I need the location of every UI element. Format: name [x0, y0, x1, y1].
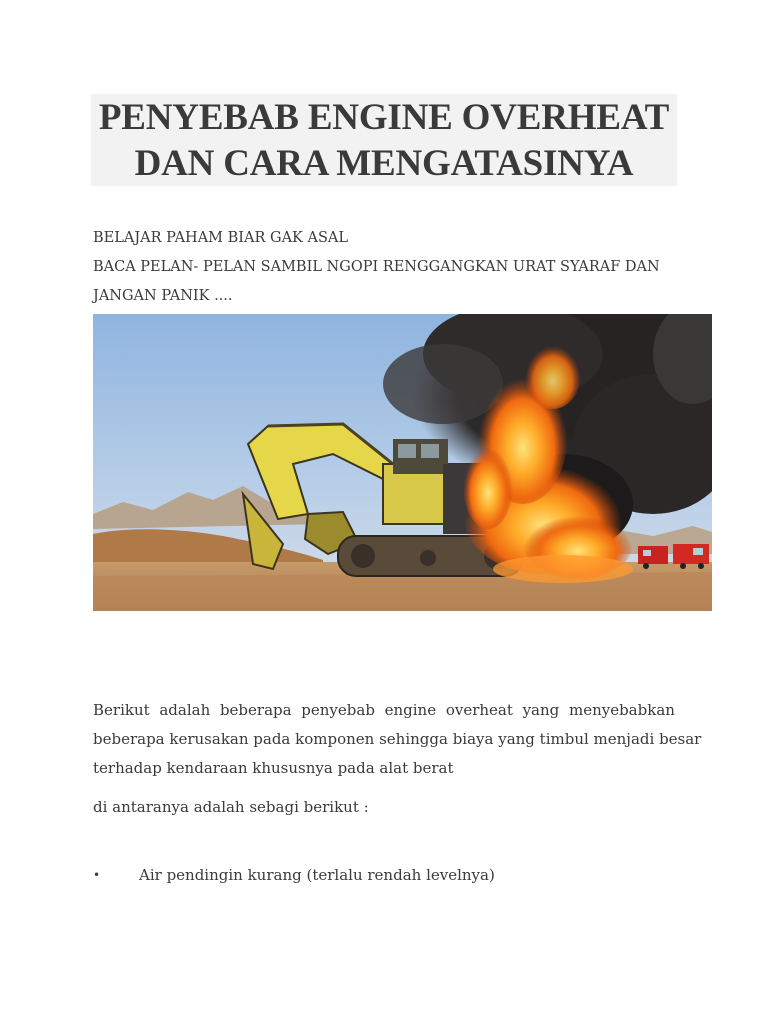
paragraph-line-1 — [93, 696, 675, 725]
intro-line-2: BACA PELAN- PELAN SAMBIL NGOPI RENGGANGKAN URAT SYARAF DAN — [93, 259, 660, 275]
intro-line-3: JANGAN PANIK .... — [93, 288, 233, 304]
word: menyebabkan — [568, 701, 675, 719]
title-box — [91, 94, 677, 186]
title-line-2: DAN CARA MENGATASINYA — [134, 143, 634, 184]
paragraph-line-3: terhadap kendaraan khususnya pada alat berat — [93, 759, 454, 777]
word: overheat — [445, 701, 513, 719]
paragraph-causes-intro — [93, 696, 702, 783]
word: yang — [522, 701, 560, 719]
intro-line-1: BELAJAR PAHAM BIAR GAK ASAL — [93, 230, 349, 246]
burning-excavator-photo — [93, 314, 712, 611]
word: Berikut — [93, 701, 150, 719]
word: beberapa — [219, 701, 292, 719]
paragraph-line-2: beberapa kerusakan pada komponen sehingga biaya yang timbul menjadi besar — [93, 730, 702, 748]
title-line-1: PENYEBAB ENGINE OVERHEAT — [98, 97, 670, 138]
list-item-text: Air pendingin kurang (terlalu rendah levelnya) — [139, 866, 495, 884]
paragraph-list-intro: di antaranya adalah sebagi berikut : — [93, 798, 369, 816]
word: adalah — [159, 701, 211, 719]
word: engine — [384, 701, 437, 719]
bullet-icon: • — [93, 868, 101, 882]
word: penyebab — [301, 701, 375, 719]
